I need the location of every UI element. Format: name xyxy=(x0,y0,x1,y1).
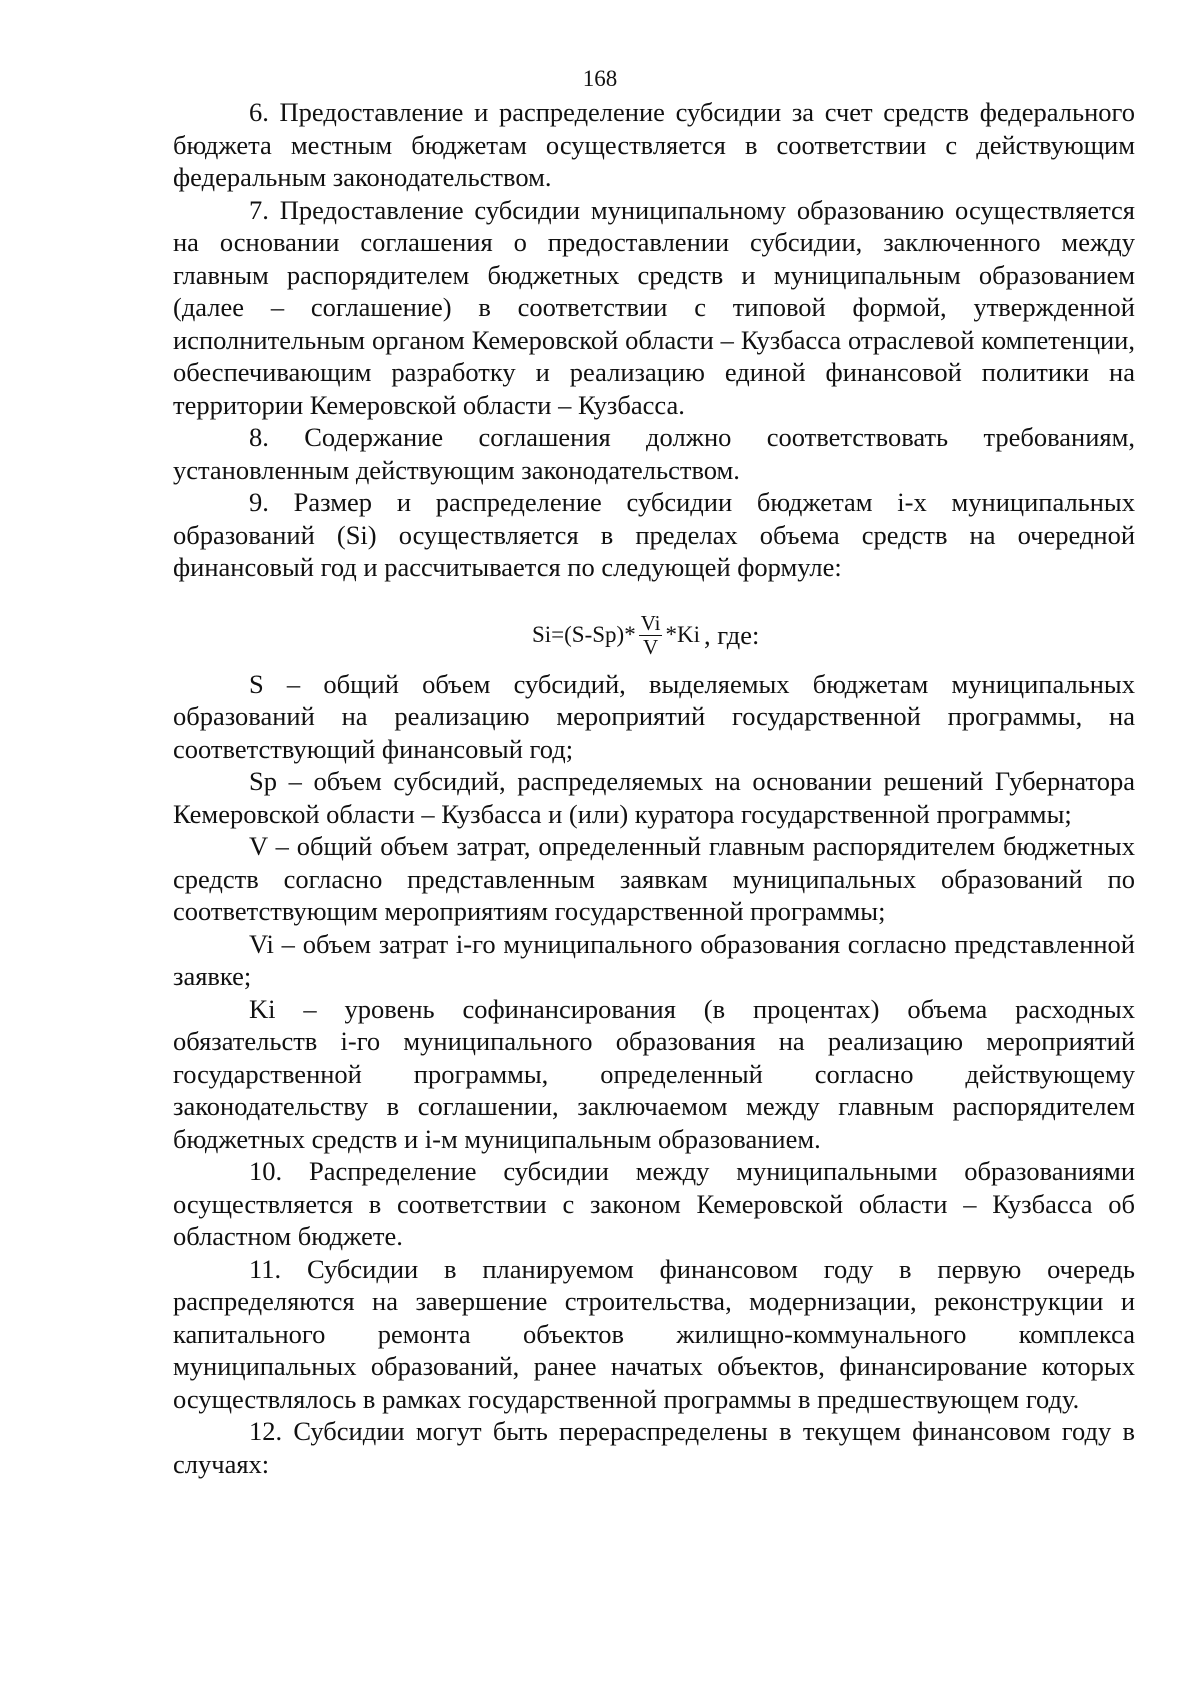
formula-denominator: V xyxy=(643,634,659,659)
formula-numerator: Vi xyxy=(640,610,661,635)
paragraph-12: 12. Субсидии могут быть перераспределены в текущем финансовом году в случаях: xyxy=(173,1416,1135,1479)
paragraph-10: 10. Распределение субсидии между муниципальными образованиями осуществляется в соответствии с законом Кемеровской области – Кузбасса об областном бюджете. xyxy=(173,1156,1135,1251)
body-text xyxy=(173,96,1135,1480)
paragraph-8: 8. Содержание соглашения должно соответствовать требованиям, установленным действующим законодательством. xyxy=(173,422,1135,485)
page-number: 168 xyxy=(582,66,618,91)
paragraph-6: 6. Предоставление и распределение субсидии за счет средств федерального бюджета местным бюджетам осуществляется в соответствии с действующим федеральным законодательством. xyxy=(173,97,1135,192)
paragraph-11: 11. Субсидии в планируемом финансовом году в первую очередь распределяются на завершение строительства, модернизации, реконструкции и капитального ремонта объектов жилищно-коммунального комплекса муниципальных образований, ранее начатых объектов, финансирование которых осуществлялось в рамках государственной программы в предшествующем году. xyxy=(173,1253,1135,1414)
paragraph-7: 7. Предоставление субсидии муниципальному образованию осуществляется на основании соглашения о предоставлении субсидии, заключенного между главным распорядителем бюджетных средств и муниципальным образованием (далее – соглашение) в соответствии с типовой формой, утвержденной исполнительным органом Кемеровской области – Кузбасса отраслевой компетенции, обеспечивающим разработку и реализацию единой финансовой политики на территории Кемеровской области – Кузбасса. xyxy=(173,194,1135,420)
formula-suffix: , где: xyxy=(703,620,760,650)
definition-ki: Ki – уровень софинансирования (в процентах) объема расходных обязательств i-го муниципального образования на реализацию мероприятий государственной программы, определенный согласно действующему законодательству в соглашении, заключаемом между главным распорядителем бюджетных средств и i-м муниципальным образованием. xyxy=(173,993,1135,1154)
definition-v: V – общий объем затрат, определенный главным распорядителем бюджетных средств согласно представленным заявкам муниципальных образований по соответствующим мероприятиям государственной программы; xyxy=(173,831,1135,926)
definition-s: S – общий объем субсидий, выделяемых бюджетам муниципальных образований на реализацию мероприятий государственной программы, на соответствующий финансовый год; xyxy=(173,668,1135,764)
definition-sp: Sp – объем субсидий, распределяемых на основании решений Губернатора Кемеровской области – Кузбасса и (или) куратора государственной программы; xyxy=(173,766,1135,829)
definition-vi: Vi – объем затрат i-го муниципального образования согласно представленной заявке; xyxy=(173,928,1135,991)
formula-block xyxy=(173,612,1135,660)
formula-fraction xyxy=(639,612,663,659)
formula-right: *Ki xyxy=(665,622,700,647)
subsidy-formula xyxy=(532,612,759,659)
paragraph-9: 9. Размер и распределение субсидии бюджетам i-х муниципальных образований (Si) осуществляется в пределах объема средств на очередной финансовый год и рассчитывается по следующей формуле: xyxy=(173,487,1135,582)
formula-left: Si=(S-Sp)* xyxy=(532,622,636,647)
